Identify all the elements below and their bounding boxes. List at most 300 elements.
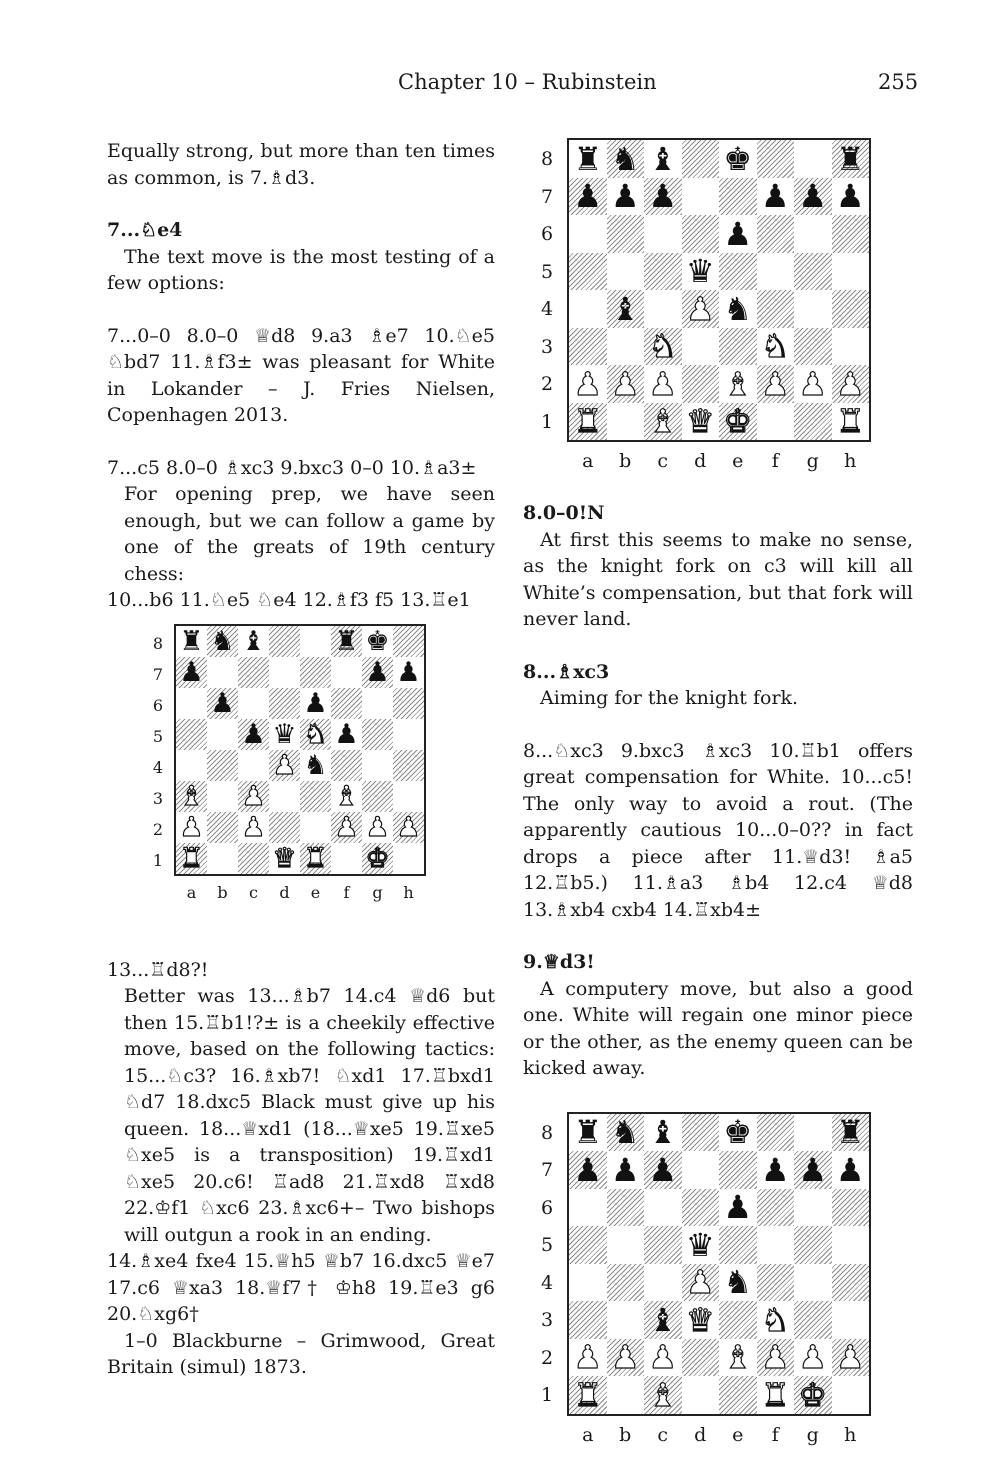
rank-label: 8 [540,1121,554,1144]
board-square-f4 [757,290,795,328]
white-bishop-icon: ♝ [723,1338,753,1376]
board-square-a3 [569,328,607,366]
board-square-f4 [757,1264,795,1302]
variation: 10...b6 11.♘e5 ♘e4 12.♗f3 f5 13.♖e1 [107,589,471,611]
board-square-c6 [238,688,269,719]
board-square-h8 [393,626,424,657]
board-square-a2 [176,812,207,843]
black-rook-icon: ♜ [573,140,603,178]
board-square-d2 [269,812,300,843]
rank-label: 5 [152,726,164,746]
file-label: c [657,450,669,472]
black-queen-icon: ♛ [685,252,715,290]
chess-board [567,1112,871,1416]
file-label: e [310,882,321,902]
board-square-h4 [393,750,424,781]
white-rook-icon: ♜ [179,842,204,874]
board-square-h8 [832,1114,870,1152]
black-rook-icon: ♜ [179,625,204,657]
board-square-c7 [644,1151,682,1189]
white-pawn-icon: ♟ [835,365,865,403]
white-pawn-icon: ♟ [648,1338,678,1376]
board-square-b7 [607,178,645,216]
board-square-b3 [607,1301,645,1339]
board-square-g6 [794,1189,832,1227]
black-king-icon: ♚ [723,140,753,178]
white-pawn-icon: ♟ [760,365,790,403]
black-bishop-icon: ♝ [648,1113,678,1151]
board-square-h8 [832,140,870,178]
board-square-h7 [832,178,870,216]
file-label: d [694,1423,707,1446]
board-square-d6 [269,688,300,719]
rank-label: 4 [540,298,554,321]
board-square-a5 [176,719,207,750]
board-square-g5 [794,1226,832,1264]
file-label: e [732,1423,744,1446]
game-result: 1–0 Blackburne – Grimwood, Great Britain (simul) 1873. [107,1329,495,1378]
rank-label: 2 [152,819,164,839]
board-square-d3 [682,328,720,366]
black-pawn-icon: ♟ [365,656,390,688]
board-square-e1 [300,843,331,874]
board-square-e4 [300,750,331,781]
black-rook-icon: ♜ [835,1113,865,1151]
rank-label: 1 [540,1384,554,1407]
board-square-a7 [569,178,607,216]
rank-label: 5 [540,1234,554,1257]
black-queen-icon: ♛ [272,718,297,750]
board-square-c5 [238,719,269,750]
paragraph: The text move is the most testing of a few options: [107,245,495,294]
board-square-f8 [757,140,795,178]
black-pawn-icon: ♟ [760,1151,790,1189]
board-square-g2 [794,1339,832,1377]
board-square-d3 [682,1301,720,1339]
rank-label: 7 [152,664,164,684]
file-label: a [582,1423,594,1446]
black-knight-icon: ♞ [303,749,328,781]
board-square-c8 [238,626,269,657]
black-rook-icon: ♜ [573,1113,603,1151]
board-square-f6 [331,688,362,719]
white-rook-icon: ♜ [303,842,328,874]
board-square-h3 [832,328,870,366]
white-pawn-icon: ♟ [835,1338,865,1376]
board-square-d1 [682,403,720,441]
board-square-g5 [794,253,832,291]
board-square-g2 [794,365,832,403]
board-square-c1 [644,403,682,441]
board-square-d1 [269,843,300,874]
board-square-a5 [569,253,607,291]
board-square-f2 [757,1339,795,1377]
board-square-h6 [832,1189,870,1227]
board-square-d8 [682,1114,720,1152]
board-square-a3 [176,781,207,812]
board-square-d8 [682,140,720,178]
board-square-b1 [207,843,238,874]
file-label: d [279,882,290,902]
black-pawn-icon: ♟ [241,718,266,750]
rank-label: 6 [540,1196,554,1219]
rank-label: 6 [540,223,554,246]
board-square-g7 [794,178,832,216]
board-square-e1 [719,403,757,441]
black-pawn-icon: ♟ [303,687,328,719]
file-label: h [844,450,857,472]
white-bishop-icon: ♝ [648,402,678,440]
board-square-h7 [832,1151,870,1189]
board-square-e4 [719,290,757,328]
chess-diagram-1 [523,138,913,486]
black-rook-icon: ♜ [835,140,865,178]
board-square-f7 [331,657,362,688]
variation: 7...c5 8.0–0 ♗xc3 9.bxc3 0–0 10.♗a3± [107,456,477,479]
variation: 8...♘xc3 9.bxc3 ♗xc3 10.♖b1 offers great compensation for White. 10...c5! The only way to avoid a rout. (The apparently cautious 10...0–0?? in fact drops a piece after 11.♕d3! ♗a5 12.♖b5.) 11.♗a3 ♗b4 12.c4 ♕d8 13.♗xb4 cxb4 14.♖xb4± [523,739,913,921]
board-square-g1 [362,843,393,874]
file-label: e [732,450,744,472]
board-square-h4 [832,1264,870,1302]
file-label: a [186,882,197,902]
board-square-c6 [644,1189,682,1227]
black-pawn-icon: ♟ [210,687,235,719]
white-queen-icon: ♛ [685,402,715,440]
rank-label: 8 [152,633,164,653]
black-pawn-icon: ♟ [798,177,828,215]
move-heading: 8...♗xc3 [523,660,610,683]
board-square-e7 [719,178,757,216]
white-rook-icon: ♜ [760,1376,790,1414]
board-square-b6 [207,688,238,719]
board-square-e3 [719,1301,757,1339]
rank-label: 1 [152,850,164,870]
board-square-c3 [644,328,682,366]
file-label: c [657,1423,669,1446]
board-square-a7 [176,657,207,688]
board-square-a4 [569,1264,607,1302]
board-square-d4 [682,290,720,328]
black-pawn-icon: ♟ [723,1188,753,1226]
board-square-f3 [757,1301,795,1339]
board-square-c7 [238,657,269,688]
board-square-b3 [607,328,645,366]
file-label: c [249,882,258,902]
black-bishop-icon: ♝ [648,1301,678,1339]
board-square-b1 [607,1376,645,1414]
white-pawn-icon: ♟ [610,365,640,403]
black-pawn-icon: ♟ [835,177,865,215]
black-pawn-icon: ♟ [610,1151,640,1189]
board-square-f1 [331,843,362,874]
white-king-icon: ♚ [365,842,390,874]
board-square-e7 [719,1151,757,1189]
board-square-f6 [757,1189,795,1227]
white-knight-icon: ♞ [303,718,328,750]
board-square-d5 [682,253,720,291]
black-pawn-icon: ♟ [573,177,603,215]
board-square-d7 [682,178,720,216]
board-square-b6 [607,215,645,253]
board-square-c8 [644,140,682,178]
white-pawn-icon: ♟ [573,1338,603,1376]
file-label: f [771,450,779,472]
board-square-a6 [176,688,207,719]
board-square-f3 [757,328,795,366]
board-square-b5 [607,1226,645,1264]
white-bishop-icon: ♝ [334,780,359,812]
black-rook-icon: ♜ [334,625,359,657]
white-bishop-icon: ♝ [179,780,204,812]
board-square-e4 [719,1264,757,1302]
black-queen-icon: ♛ [685,1226,715,1264]
board-square-d3 [269,781,300,812]
file-label: f [343,882,350,902]
black-bishop-icon: ♝ [241,625,266,657]
black-bishop-icon: ♝ [610,290,640,328]
board-square-h3 [832,1301,870,1339]
file-label: h [403,882,414,902]
left-column [107,138,495,1381]
board-square-a4 [176,750,207,781]
board-square-g8 [362,626,393,657]
board-square-a1 [569,403,607,441]
board-square-g3 [362,781,393,812]
board-square-d6 [682,215,720,253]
paragraph: Better was 13...♗b7 14.c4 ♕d6 but then 15.♖b1!?± is a cheekily effective move, based on the following tactics: 15...♘c3? 16.♗xb7! ♘xd1 17.♖bxd1 ♘d7 18.dxc5 Black must give up his queen. 18...♕xd1 (18...♕xe5 19.♖xe5 ♘xe5 is a transposition) 19.♖xd1 ♘xe5 20.c6! ♖ad8 21.♖xd8 ♖xd8 22.♔f1 ♘xc6 23.♗xc6+– Two bishops will outgun a rook in an ending. [124,985,495,1246]
white-pawn-icon: ♟ [610,1338,640,1376]
white-pawn-icon: ♟ [241,811,266,843]
move-heading: 9.♕d3! [523,951,595,973]
white-knight-icon: ♞ [760,1301,790,1339]
board-square-g1 [794,1376,832,1414]
board-square-e5 [719,253,757,291]
rank-label: 8 [540,148,554,171]
board-square-d7 [269,657,300,688]
board-square-h5 [393,719,424,750]
board-square-b8 [607,1114,645,1152]
board-square-c3 [644,1301,682,1339]
board-square-f5 [757,1226,795,1264]
board-square-b7 [207,657,238,688]
board-square-c2 [238,812,269,843]
chapter-title: Chapter 10 – Rubinstein [398,70,657,94]
paragraph: At first this seems to make no sense, as the knight fork on c3 will kill all White’s compensation, but that fork will never land. [523,528,913,630]
board-square-d1 [682,1376,720,1414]
right-column [523,138,913,1457]
board-square-c3 [238,781,269,812]
board-square-f1 [757,403,795,441]
board-square-a5 [569,1226,607,1264]
black-pawn-icon: ♟ [648,177,678,215]
board-square-h5 [832,253,870,291]
file-label: g [372,882,383,902]
white-pawn-icon: ♟ [179,811,204,843]
black-knight-icon: ♞ [610,1113,640,1151]
white-pawn-icon: ♟ [365,811,390,843]
board-square-h1 [832,1376,870,1414]
board-square-d5 [269,719,300,750]
board-square-b5 [207,719,238,750]
white-pawn-icon: ♟ [272,749,297,781]
black-pawn-icon: ♟ [573,1151,603,1189]
white-rook-icon: ♜ [835,402,865,440]
white-bishop-icon: ♝ [723,365,753,403]
white-bishop-icon: ♝ [648,1376,678,1414]
black-pawn-icon: ♟ [723,215,753,253]
board-square-f2 [331,812,362,843]
board-square-f5 [331,719,362,750]
board-square-b1 [607,403,645,441]
file-label: f [771,1423,779,1446]
board-square-d7 [682,1151,720,1189]
board-square-c8 [644,1114,682,1152]
black-pawn-icon: ♟ [760,177,790,215]
board-square-f7 [757,178,795,216]
board-square-f3 [331,781,362,812]
board-square-d2 [682,1339,720,1377]
board-square-a1 [569,1376,607,1414]
file-label: b [217,882,228,902]
board-square-h2 [832,365,870,403]
board-square-a6 [569,215,607,253]
board-square-g1 [794,403,832,441]
move-heading: 8.0–0!N [523,502,605,524]
board-square-e3 [300,781,331,812]
variation: 7...0–0 8.0–0 ♕d8 9.a3 ♗e7 10.♘e5 ♘bd7 11.♗f3± was pleasant for White in Lokander – J. Fries Nielsen, Copenhagen 2013. [107,324,495,426]
page-header [0,70,1000,100]
board-square-h6 [832,215,870,253]
board-square-e8 [300,626,331,657]
white-pawn-icon: ♟ [685,290,715,328]
board-square-b4 [207,750,238,781]
board-square-c1 [238,843,269,874]
black-pawn-icon: ♟ [798,1151,828,1189]
paragraph: For opening prep, we have seen enough, but we can follow a game by one of the greats of 19th century chess: [124,483,495,585]
board-square-b2 [207,812,238,843]
board-square-b3 [207,781,238,812]
rank-label: 2 [540,1346,554,1369]
board-square-g2 [362,812,393,843]
board-square-b5 [607,253,645,291]
board-square-c4 [644,1264,682,1302]
board-square-d8 [269,626,300,657]
black-knight-icon: ♞ [723,290,753,328]
board-square-g3 [794,328,832,366]
file-label: h [844,1423,857,1446]
rank-label: 4 [540,1271,554,1294]
board-square-e3 [719,328,757,366]
chess-board [567,138,871,442]
black-pawn-icon: ♟ [334,718,359,750]
board-square-e8 [719,1114,757,1152]
white-pawn-icon: ♟ [241,780,266,812]
board-square-e2 [300,812,331,843]
chess-diagram-3 [523,1112,913,1457]
white-knight-icon: ♞ [760,327,790,365]
black-pawn-icon: ♟ [835,1151,865,1189]
board-square-g6 [362,688,393,719]
file-label: g [806,450,819,472]
variation: 14.♗xe4 fxe4 15.♕h5 ♕b7 16.dxc5 ♕e7 17.c6 ♕xa3 18.♕f7† ♔h8 19.♖e3 g6 20.♘xg6† [107,1250,495,1325]
board-square-g4 [362,750,393,781]
white-queen-icon: ♛ [272,842,297,874]
board-square-c2 [644,365,682,403]
board-square-e1 [719,1376,757,1414]
black-bishop-icon: ♝ [648,140,678,178]
white-king-icon: ♚ [798,1376,828,1414]
board-square-g3 [794,1301,832,1339]
board-square-e6 [300,688,331,719]
board-square-d4 [682,1264,720,1302]
paragraph: Equally strong, but more than ten times as common, is 7.♗d3. [107,140,495,189]
board-square-h1 [393,843,424,874]
board-square-e6 [719,1189,757,1227]
file-label: b [619,1423,632,1446]
board-square-c6 [644,215,682,253]
white-pawn-icon: ♟ [648,365,678,403]
black-pawn-icon: ♟ [179,656,204,688]
paragraph: A computery move, but also a good one. White will regain one minor piece or the other, as the enemy queen can be kicked away. [523,977,913,1079]
board-square-d5 [682,1226,720,1264]
board-square-g5 [362,719,393,750]
rank-label: 3 [540,335,554,358]
white-knight-icon: ♞ [648,327,678,365]
board-square-d2 [682,365,720,403]
board-square-g6 [794,215,832,253]
file-label: d [694,450,707,472]
board-square-e6 [719,215,757,253]
black-knight-icon: ♞ [723,1263,753,1301]
board-square-g8 [794,1114,832,1152]
board-square-b4 [607,290,645,328]
white-rook-icon: ♜ [573,1376,603,1414]
black-knight-icon: ♞ [210,625,235,657]
white-pawn-icon: ♟ [798,1338,828,1376]
chess-board [174,624,426,876]
rank-label: 6 [152,695,164,715]
board-square-b7 [607,1151,645,1189]
board-square-g4 [794,290,832,328]
board-square-c2 [644,1339,682,1377]
board-square-e5 [719,1226,757,1264]
board-square-b6 [607,1189,645,1227]
black-king-icon: ♚ [365,625,390,657]
white-pawn-icon: ♟ [798,365,828,403]
board-square-e7 [300,657,331,688]
board-square-g7 [794,1151,832,1189]
white-queen-icon: ♛ [685,1301,715,1339]
board-square-c5 [644,1226,682,1264]
board-square-d6 [682,1189,720,1227]
board-square-a2 [569,1339,607,1377]
board-square-c7 [644,178,682,216]
chess-diagram-2 [107,624,495,947]
rank-label: 4 [152,757,164,777]
rank-label: 7 [540,185,554,208]
board-square-h7 [393,657,424,688]
board-square-b4 [607,1264,645,1302]
board-square-h5 [832,1226,870,1264]
board-square-d4 [269,750,300,781]
board-square-c5 [644,253,682,291]
board-square-a3 [569,1301,607,1339]
white-pawn-icon: ♟ [685,1263,715,1301]
black-knight-icon: ♞ [610,140,640,178]
file-label: b [619,450,632,472]
board-square-f4 [331,750,362,781]
board-square-a2 [569,365,607,403]
